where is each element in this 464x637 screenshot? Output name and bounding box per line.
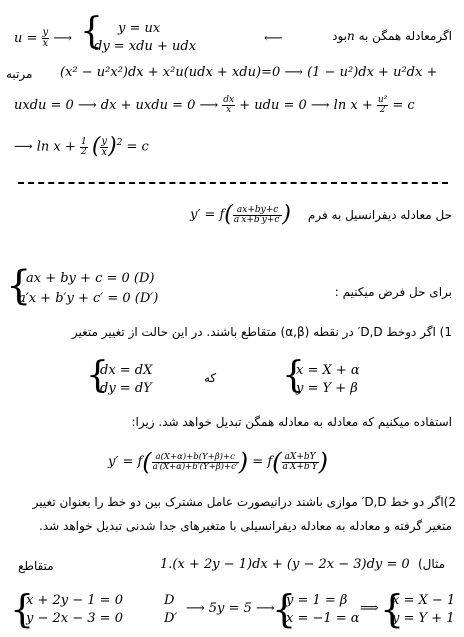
differential-sub-2: dy = dY xyxy=(100,381,152,396)
lines-system-1: ax + by + c = 0 (D) xyxy=(26,271,155,286)
example-equation: 1.(x + 2y − 1)dx + (y − 2x − 3)dy = 0 xyxy=(160,557,410,572)
sub-system-line-1: y = ux xyxy=(118,21,161,36)
equation-line-3: uxdu = 0 ⟶ dx + uxdu = 0 ⟶ $\frac{dx}{x}$ + udu = 0 ⟶ ln x + $\frac{\text{u²}}{2}$ = c xyxy=(14,95,415,115)
transformed-equation: y′ = f( $\frac{a(X+\alpha)+b(Y+\beta)+c}{a'(X+\alpha)+b'(Y+\beta)+c'}$ ) = f( $\frac{aX+bY}{a'X+b'Y}$ ) xyxy=(108,448,328,476)
equation-line-2: (x² − u²x²)dx + x²u(udx + xdu)=0 ⟶ (1 − u²)dx + u²dx + xyxy=(60,65,438,80)
homogeneous-order-text: اگرمعادله همگن به nبود xyxy=(332,29,452,43)
sub-system-line-2: dy = xdu + udx xyxy=(94,39,197,54)
brace: { xyxy=(6,263,32,309)
brace: { xyxy=(282,355,305,396)
case-2-line-1: 2)اگر دو خط D,D′ موازی باشند درانیصورت عامل مشترک بین دو خط را بعنوان تغییر xyxy=(32,495,456,509)
case-2-line-2: متغیر گرفته و معادله به معادله دیفرانسیلی با متغیرهای جدا شدنی تبدیل خواهد شد. xyxy=(39,519,452,533)
example-final-1: x = X − 1 xyxy=(392,593,456,608)
brace: { xyxy=(272,587,297,631)
brace: { xyxy=(86,355,109,396)
example-system-1-tag: D xyxy=(164,593,175,608)
brace: { xyxy=(10,587,35,631)
implies-arrow: ⟹ xyxy=(360,601,379,616)
shift-sub-2: y = Y + β xyxy=(296,381,358,396)
case-1-text: 1) اگر دوخط D,D′ در نقطه (α,β) متقاطع باشند. در این حالت از تغییر متغیر xyxy=(71,325,452,339)
form-equation: y′ = f( $\frac{ax+by+c}{a'x+b'y+c'}$ ) xyxy=(190,202,291,227)
example-system-1: x + 2y − 1 = 0 xyxy=(26,593,123,608)
brace: { xyxy=(380,587,405,631)
ke-word: که xyxy=(204,371,217,385)
brace: { xyxy=(80,11,103,52)
assume-text: برای حل فرض میکنیم : xyxy=(334,285,452,299)
differential-sub-1: dx = dX xyxy=(100,363,153,378)
example-result-2: x = −1 = α xyxy=(286,611,360,626)
section-divider xyxy=(18,182,448,184)
example-system-2-tag: D′ xyxy=(164,611,178,626)
example-final-2: y = Y + 1 xyxy=(392,611,455,626)
lines-system-2: a′x + b′y + c′ = 0 (D′) xyxy=(18,291,159,306)
example-label: مثال) xyxy=(418,557,446,571)
order-word: مرتبه xyxy=(6,67,33,81)
use-text: استفاده میکنیم که معادله به معادله همگن تبدیل خواهد شد. زیرا: xyxy=(131,415,452,429)
intersecting-word: متقاطع xyxy=(18,559,54,573)
left-arrow: ⟵ xyxy=(264,31,283,46)
example-system-2: y − 2x − 3 = 0 xyxy=(26,611,123,626)
section-title: حل معادله دیفرانسیل به فرم xyxy=(307,208,452,222)
shift-sub-1: x = X + α xyxy=(296,363,360,378)
example-arrow-step: ⟶ 5y = 5 ⟶ xyxy=(186,601,275,616)
substitution-eq: u = $\frac{y}{x}$ ⟶ xyxy=(14,27,72,49)
example-result-1: y = 1 = β xyxy=(286,593,348,608)
equation-line-4: ⟶ ln x + $\frac{1}{2}$ ( $\frac{y}{x}$ )$^2$ = c xyxy=(14,134,149,159)
